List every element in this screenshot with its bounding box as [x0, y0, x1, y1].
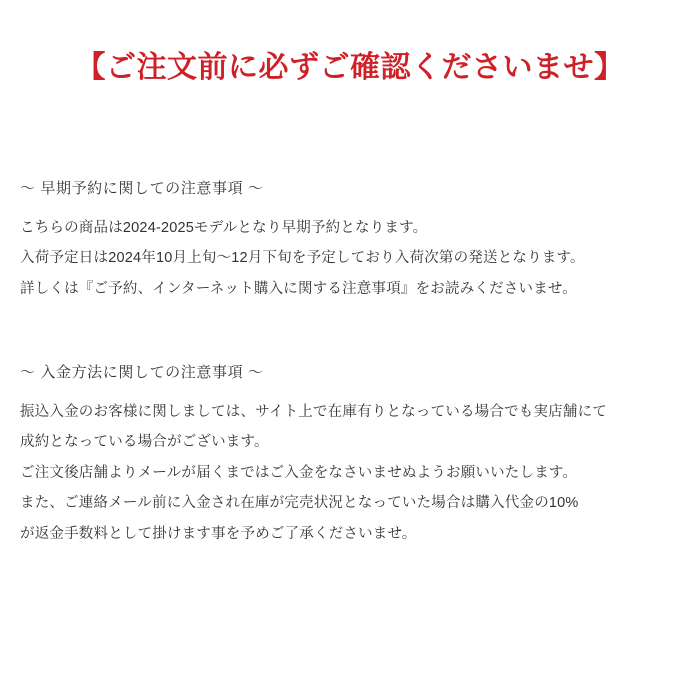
section-title-payment-method: 〜 入金方法に関しての注意事項 〜 — [20, 364, 264, 381]
section-early-reservation — [20, 178, 684, 304]
notice-line: 入荷予定日は2024年10月上旬〜12月下旬を予定しており入荷次第の発送となります。 — [20, 250, 585, 267]
notice-line: 詳しくは『ご予約、インターネット購入に関する注意事項』をお読みくださいませ。 — [20, 280, 577, 297]
notice-line: 成約となっている場合がございます。 — [20, 434, 269, 451]
section-title-early-reservation: 〜 早期予約に関しての注意事項 〜 — [20, 180, 264, 197]
notice-line: が返金手数料として掛けます事を予めご了承くださいませ。 — [20, 525, 417, 542]
notice-line: こちらの商品は2024-2025モデルとなり早期予約となります。 — [20, 220, 428, 236]
notice-line: ご注文後店舗よりメールが届くまではご入金をなさいませぬようお願いいたします。 — [20, 464, 578, 481]
section-payment-method — [20, 362, 684, 549]
section-body-payment-method — [20, 397, 684, 549]
notice-line: また、ご連絡メール前に入金され在庫が完売状況となっていた場合は購入代金の10% — [20, 495, 579, 512]
page-title: 【ご注文前に必ずご確認くださいませ】 — [75, 51, 625, 84]
notice-line: 振込入金のお客様に関しましては、サイト上で在庫有りとなっている場合でも実店舗にて — [20, 404, 607, 420]
section-body-early-reservation — [20, 213, 684, 304]
